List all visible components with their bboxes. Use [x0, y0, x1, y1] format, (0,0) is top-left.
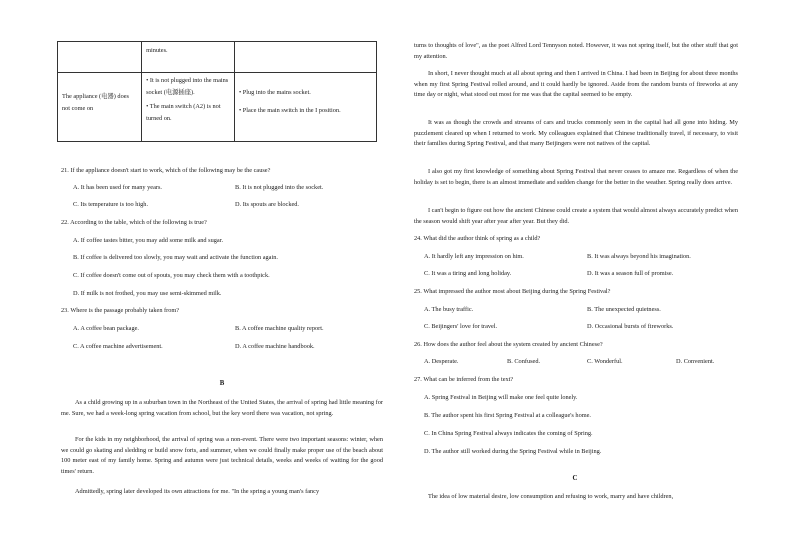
q21-option-c[interactable]: C. Its temperature is too high. — [73, 201, 149, 208]
q24-option-d[interactable]: D. It was a season full of promise. — [587, 270, 674, 277]
q24-option-c[interactable]: C. It was a tiring and long holiday. — [424, 270, 512, 277]
paragraph: I also got my first knowledge of something about Spring Festival that never ceases to amaze me. Regardless of when the holiday is set to begin, there is an almost immediate and sudden change for the better in the weather. Spring really does arrive. — [414, 168, 738, 186]
q27-option-a[interactable]: A. Spring Festival in Beijing will make one feel quite lonely. — [424, 394, 578, 401]
q24-option-a[interactable]: A. It hardly left any impression on him. — [424, 253, 524, 260]
q25-option-b[interactable]: B. The unexpected quietness. — [587, 306, 661, 313]
q25-option-d[interactable]: D. Occasional bursts of fireworks. — [587, 323, 674, 330]
q25-option-a[interactable]: A. The busy traffic. — [424, 306, 474, 313]
paragraph: turns to thoughts of love", as the poet Alfred Lord Tennyson noted. However, it was not spring itself, but the other stuff that got my attention. — [414, 42, 738, 60]
question-22-stem: 22. According to the table, which of the following is true? — [61, 219, 207, 226]
question-23-stem: 23. Where is the passage probably taken from? — [61, 307, 180, 314]
q26-option-c[interactable]: C. Wonderful. — [587, 358, 623, 365]
question-21-stem: 21. If the appliance doesn't start to work, which of the following may be the cause? — [61, 167, 271, 174]
right-column — [410, 0, 740, 544]
paragraph: It was as though the crowds and streams of cars and trucks commonly seen in the capital had all gone into hiding. My puzzlement cleared up when I returned to work. My colleagues explained that Chinese traditionally travel, if necessary, to visit their families during Spring Festival, and that many Beijingers were not natives of the capital. — [414, 119, 738, 147]
q26-option-a[interactable]: A. Desperate. — [424, 358, 459, 365]
paragraph: Admittedly, spring later developed its own attractions for me. "In the spring a young man's fancy — [75, 488, 320, 495]
question-24-stem: 24. What did the author think of spring as a child? — [414, 235, 541, 242]
q24-option-b[interactable]: B. It was always beyond his imagination. — [587, 253, 691, 260]
paragraph: For the kids in my neighborhood, the arrival of spring was a non-event. There were two important seasons: winter, when we could go skating and sledding or build snow forts, and summer, when we could finally make proper use of the beach about 100 meter east of my family home. Spring and autumn were just technical details, weeks and weeks of waiting for the good times' return. — [61, 436, 383, 475]
paragraph: I can't begin to figure out how the ancient Chinese could create a system that would almost always accurately predict when the season would shift year after year after year. But they did. — [414, 207, 738, 225]
table-cell: minutes. — [142, 42, 235, 73]
question-27-stem: 27. What can be inferred from the text? — [414, 376, 514, 383]
section-c-heading: C — [572, 475, 578, 482]
q23-option-c[interactable]: C. A coffee machine advertisement. — [73, 343, 163, 350]
q21-option-a[interactable]: A. It has been used for many years. — [73, 184, 163, 191]
question-25-stem: 25. What impressed the author most about Beijing during the Spring Festival? — [414, 288, 611, 295]
q23-option-b[interactable]: B. A coffee machine quality report. — [235, 325, 324, 332]
q23-option-a[interactable]: A. A coffee bean package. — [73, 325, 139, 332]
left-column — [57, 0, 387, 544]
q26-option-b[interactable]: B. Confused. — [507, 358, 541, 365]
problem-text: The appliance (电器) does not come on — [62, 93, 129, 112]
q22-option-b[interactable]: B. If coffee is delivered too slowly, you may wait and activate the function again. — [73, 254, 278, 261]
q27-option-b[interactable]: B. The author spent his first Spring Festival at a colleague's home. — [424, 412, 591, 419]
paragraph: The idea of low material desire, low consumption and refusing to work, marry and have children, — [428, 493, 674, 500]
section-b-heading: B — [219, 380, 225, 387]
q22-option-d[interactable]: D. If milk is not frothed, you may use semi-skimmed milk. — [73, 290, 222, 297]
q21-option-d[interactable]: D. Its spouts are blocked. — [235, 201, 300, 208]
q23-option-d[interactable]: D. A coffee machine handbook. — [235, 343, 315, 350]
q26-option-d[interactable]: D. Convenient. — [676, 358, 715, 365]
q22-option-c[interactable]: C. If coffee doesn't come out of spouts, you may check them with a toothpick. — [73, 272, 270, 279]
q22-option-a[interactable]: A. If coffee tastes bitter, you may add some milk and sugar. — [73, 237, 224, 244]
cause-text: • It is not plugged into the mains socket (电源插座). — [146, 77, 229, 96]
q27-option-d[interactable]: D. The author still worked during the Spring Festival while in Beijing. — [424, 448, 602, 455]
question-26-stem: 26. How does the author feel about the system created by ancient Chinese? — [414, 341, 603, 348]
solution-text: • Place the main switch in the I position. — [238, 107, 341, 114]
solution-text: • Plug into the mains socket. — [238, 89, 311, 96]
q25-option-c[interactable]: C. Beijingers' love for travel. — [424, 323, 498, 330]
paragraph: As a child growing up in a suburban town in the Northeast of the United States, the arrival of spring had little meaning for me. Sure, we had a week-long spring vacation from school, but the key word there was vacation, not spring. — [61, 399, 383, 417]
paragraph: In short, I never thought much at all about spring and then I arrived in China. I had been in Beijing for about three months when my first Spring Festival rolled around, and it could hardly be ignored. Aside from the random bursts of fireworks at any time day or night, what stood out most for me was that the capital seemed to be empty. — [414, 70, 738, 98]
q27-option-c[interactable]: C. In China Spring Festival always indicates the coming of Spring. — [424, 430, 593, 437]
cause-text: • The main switch (A2) is not turned on. — [146, 103, 221, 122]
q21-option-b[interactable]: B. It is not plugged into the socket. — [235, 184, 324, 191]
